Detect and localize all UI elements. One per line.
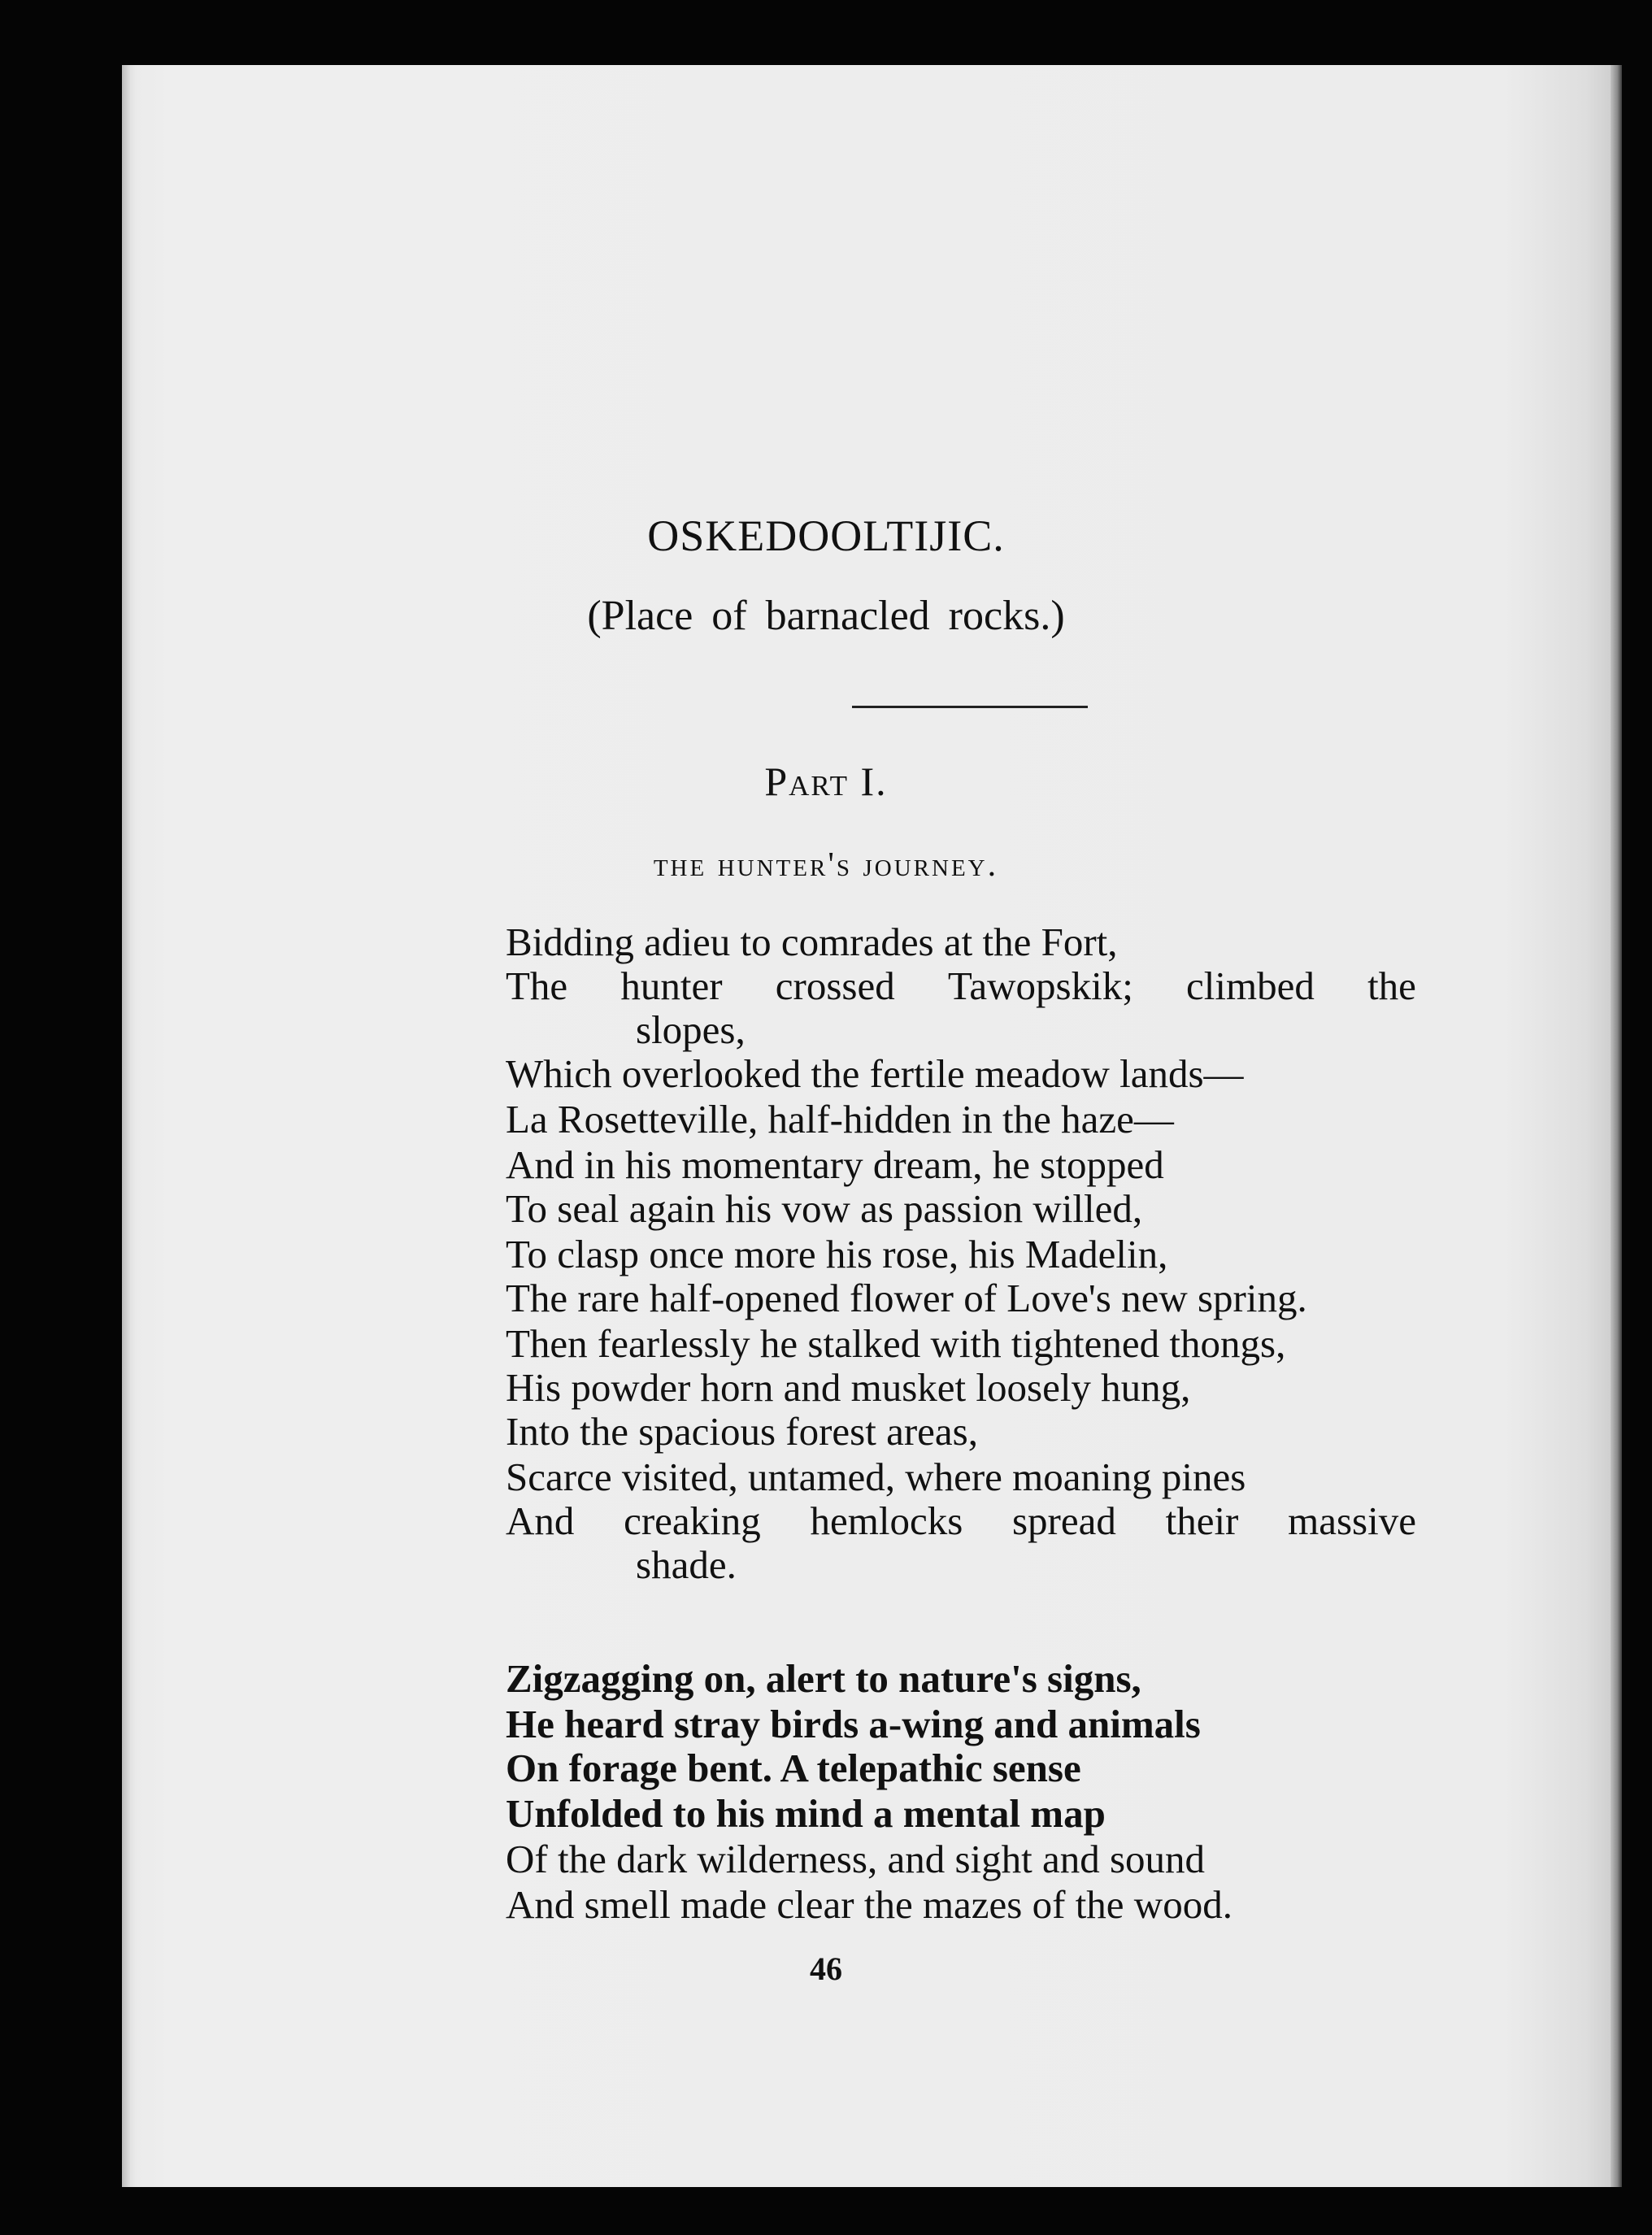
- verse-word: their: [1165, 1498, 1239, 1543]
- verse-word: massive: [1288, 1498, 1416, 1543]
- verse-line-justified: [506, 1498, 1416, 1543]
- verse-line: To clasp once more his rose, his Madelin,: [506, 1232, 1168, 1276]
- verse-word: crossed: [775, 963, 895, 1008]
- verse-word: creaking: [624, 1498, 761, 1543]
- verse-word: Tawopskik;: [947, 963, 1133, 1008]
- verse-line: And in his momentary dream, he stopped: [506, 1142, 1164, 1187]
- verse-word: And: [506, 1498, 575, 1543]
- verse-line-continuation: slopes,: [636, 1007, 746, 1052]
- verse-line: To seal again his vow as passion willed,: [506, 1186, 1143, 1231]
- poem-title: OSKEDOOLTIJIC.: [647, 511, 1005, 560]
- verse-line: Of the dark wilderness, and sight and sound: [506, 1837, 1206, 1881]
- verse-line: Scarce visited, untamed, where moaning pines: [506, 1454, 1246, 1499]
- divider-rule: [852, 706, 1088, 708]
- section-heading: the hunter's journey.: [653, 846, 999, 884]
- verse-word: hemlocks: [810, 1498, 963, 1543]
- page-right-edge: [1611, 65, 1622, 2187]
- verse-line: Into the spacious forest areas,: [506, 1409, 978, 1454]
- verse-line: The rare half-opened flower of Love's new spring.: [506, 1276, 1307, 1320]
- verse-line: Bidding adieu to comrades at the Fort,: [506, 920, 1118, 964]
- verse-line: Zigzagging on, alert to nature's signs,: [506, 1656, 1141, 1701]
- verse-line-continuation: shade.: [636, 1542, 737, 1587]
- verse-line: And smell made clear the mazes of the wood.: [506, 1882, 1232, 1927]
- page-left-edge: [122, 65, 130, 2187]
- verse-line-justified: [506, 963, 1416, 1008]
- part-heading: Part I.: [764, 759, 888, 804]
- verse-line: La Rosetteville, half-hidden in the haze—: [506, 1097, 1174, 1141]
- verse-line: Unfolded to his mind a mental map: [506, 1791, 1106, 1836]
- page-number: 46: [810, 1950, 842, 1987]
- verse-word: hunter: [620, 963, 723, 1008]
- verse-line: Then fearlessly he stalked with tightened thongs,: [506, 1321, 1286, 1366]
- verse-word: climbed: [1186, 963, 1315, 1008]
- verse-line: His powder horn and musket loosely hung,: [506, 1365, 1191, 1410]
- verse-line: He heard stray birds a-wing and animals: [506, 1702, 1201, 1746]
- poem-subtitle: (Place of barnacled rocks.): [587, 593, 1065, 639]
- verse-line: On forage bent. A telepathic sense: [506, 1746, 1081, 1790]
- verse-line: Which overlooked the fertile meadow lands—: [506, 1051, 1244, 1096]
- verse-word: the: [1367, 963, 1416, 1008]
- verse-word: spread: [1011, 1498, 1116, 1543]
- verse-word: The: [506, 963, 568, 1008]
